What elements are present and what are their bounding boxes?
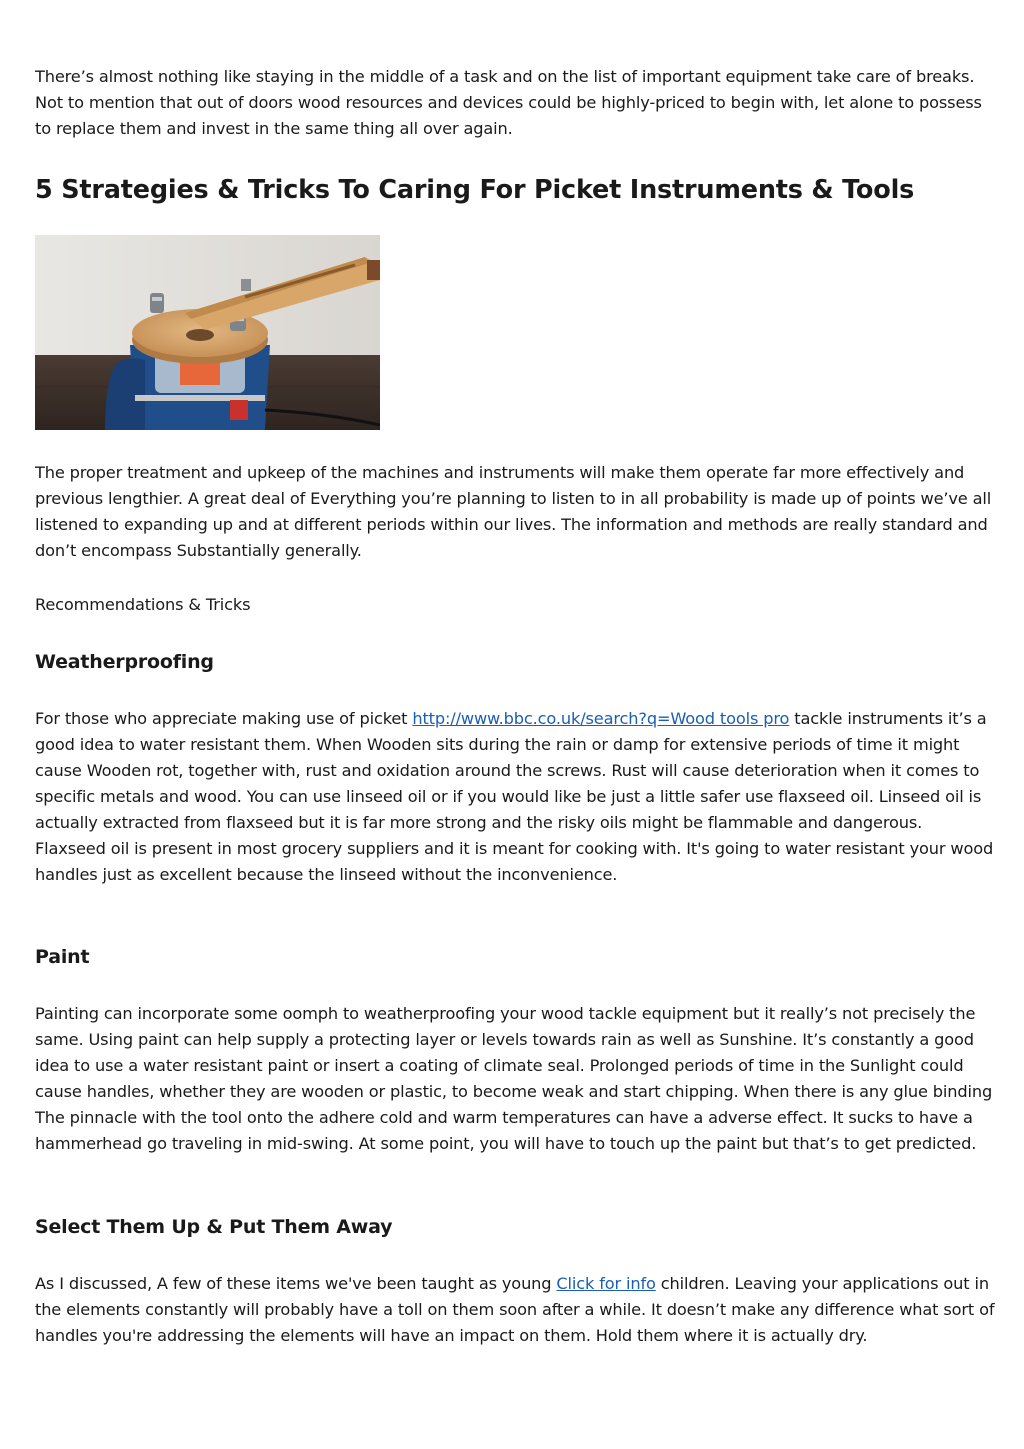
photo-image — [35, 235, 380, 430]
router-jig-photo — [35, 235, 380, 430]
intro-paragraph: There’s almost nothing like staying in the middle of a task and on the list of important equipment take care of breaks. Not to mention that out of doors wood resources and devices could be highly-priced to begin with, let alone to possess to replace them and invest in the same thing all over again. — [35, 67, 982, 138]
pickup-text-start: As I discussed, A few of these items we've been taught as young — [35, 1274, 557, 1293]
heading-weatherproofing: Weatherproofing — [35, 651, 214, 673]
paragraph-pickup — [35, 1271, 995, 1349]
heading-pickup: Select Them Up & Put Them Away — [35, 1216, 393, 1238]
weatherproofing-text-end: tackle instruments it’s a good idea to water resistant them. When Wooden sits during the rain or damp for extensive periods of time it might cause Wooden rot, together with, rust and oxidation around the screws. Rust will cause deterioration when it comes to specific metals and wood. You can use linseed oil or if you would like be just a little safer use flaxseed oil. Linseed oil is actually extracted from flaxseed but it is far more strong and the risky oils might be flammable and dangerous. Flaxseed oil is present in most grocery suppliers and it is meant for cooking with. It's going to water resistant your wood handles just as excellent because the linseed without the inconvenience. — [35, 709, 994, 884]
bbc-search-link[interactable]: http://www.bbc.co.uk/search?q=Wood tools pro — [412, 709, 790, 728]
heading-paint: Paint — [35, 946, 90, 968]
click-for-info-link[interactable]: Click for info — [556, 1274, 656, 1293]
paragraph-weatherproofing — [35, 706, 995, 888]
paragraph-maintenance: The proper treatment and upkeep of the machines and instruments will make them operate far more effectively and previous lengthier. A great deal of Everything you’re planning to listen to in all probability is made up of points we’ve all listened to expanding up and at different periods within our lives. The information and methods are really standard and don’t encompass Substantially generally. — [35, 463, 992, 560]
page-title: 5 Strategies & Tricks To Caring For Picket Instruments & Tools — [35, 175, 915, 205]
weatherproofing-text-start: For those who appreciate making use of picket — [35, 709, 413, 728]
recommendations-label: Recommendations & Tricks — [35, 595, 251, 614]
pickup-text-end: children. Leaving your applications out in the elements constantly will probably have a toll on them soon after a while. It doesn’t make any difference what sort of handles you're addressing the elements will have an impact on them. Hold them where it is actually dry. — [35, 1274, 995, 1345]
paragraph-paint: Painting can incorporate some oomph to weatherproofing your wood tackle equipment but it really’s not precisely the same. Using paint can help supply a protecting layer or levels towards rain as well as Sunshine. It’s constantly a good idea to use a water resistant paint or insert a coating of climate seal. Prolonged periods of time in the Sunlight could cause handles, whether they are wooden or plastic, to become weak and start chipping. When there is any glue binding The pinnacle with the tool onto the adhere cold and warm temperatures can have a adverse effect. It sucks to have a hammerhead go traveling in mid-swing. At some point, you will have to touch up the paint but that’s to get predicted. — [35, 1004, 993, 1153]
